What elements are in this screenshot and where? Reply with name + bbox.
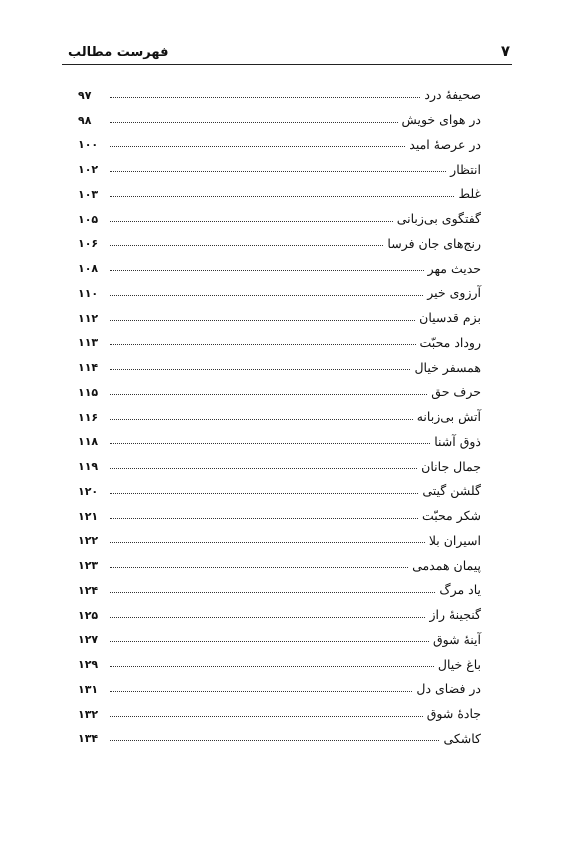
- toc-entry-page-number: ۱۱۵: [78, 385, 99, 399]
- toc-entry-title: غلط: [458, 186, 481, 202]
- toc-entry-title: انتظار: [450, 161, 481, 177]
- dot-leader: [110, 617, 425, 618]
- dot-leader: [110, 567, 408, 568]
- dot-leader: [110, 245, 383, 246]
- toc-entry-page-number: ۹۷: [78, 88, 92, 102]
- toc-entry: [78, 105, 481, 130]
- toc-entry-page-number: ۱۰۲: [78, 163, 99, 176]
- dot-leader: [110, 344, 416, 345]
- toc-entry-page-number: ۱۱۳: [78, 336, 99, 350]
- toc-entry: [78, 600, 481, 625]
- toc-entry: [78, 674, 481, 699]
- toc-entry-page-number: ۱۲۳: [78, 559, 99, 572]
- toc-entry-title: در فضای دل: [416, 681, 481, 697]
- toc-entry-page-number: ۱۱۹: [78, 460, 99, 473]
- toc-entry-page-number: ۱۰۰: [78, 138, 99, 152]
- toc-entry-page-number: ۱۲۷: [78, 633, 99, 647]
- toc-entry-page-number: ۱۲۰: [78, 484, 99, 498]
- dot-leader: [110, 691, 412, 692]
- dot-leader: [110, 196, 454, 197]
- dot-leader: [110, 320, 415, 321]
- toc-entry: [78, 204, 481, 229]
- dot-leader: [110, 592, 435, 593]
- toc-entry-title: اسیران بلا: [428, 532, 481, 548]
- dot-leader: [110, 666, 434, 667]
- toc-entry-title: در هوای خویش: [401, 112, 481, 127]
- toc-entry-title: گلشن گیتی: [422, 483, 481, 499]
- toc-entry-page-number: ۱۱۲: [78, 311, 99, 325]
- toc-entry-title: جمال جانان: [421, 458, 481, 474]
- toc-entry-title: ذوق آشنا: [434, 433, 481, 449]
- toc-entry: [78, 501, 481, 526]
- toc-entry-page-number: ۱۰۶: [78, 237, 99, 251]
- toc-entry-title: حدیث مهر: [427, 260, 481, 276]
- dot-leader: [110, 369, 410, 370]
- dot-leader: [110, 270, 424, 271]
- toc-entry: [78, 526, 481, 551]
- toc-entry-title: یاد مرگ: [439, 582, 481, 598]
- dot-leader: [110, 146, 405, 147]
- dot-leader: [110, 295, 423, 296]
- toc-entry: [78, 377, 481, 402]
- toc-entry: [78, 625, 481, 650]
- running-header: [62, 38, 512, 65]
- toc-entry: [78, 303, 481, 328]
- toc-entry: [78, 427, 481, 452]
- toc-entry-page-number: ۱۲۹: [78, 658, 99, 671]
- header-page-number: ۷: [500, 42, 510, 60]
- toc-entry-page-number: ۱۰۸: [78, 262, 99, 275]
- toc-entry-page-number: ۱۲۴: [78, 583, 99, 597]
- toc-entry-title: همسفر خیال: [414, 359, 481, 375]
- toc-entry: [78, 649, 481, 674]
- toc-entry: [78, 253, 481, 278]
- toc-entry: [78, 352, 481, 377]
- dot-leader: [110, 394, 427, 395]
- toc-entry-title: آینهٔ شوق: [432, 631, 481, 647]
- dot-leader: [110, 468, 417, 469]
- dot-leader: [110, 221, 393, 222]
- toc-entry-page-number: ۱۳۱: [78, 682, 99, 696]
- toc-entry: [78, 229, 481, 254]
- toc-entry-title: گفتگوی بی‌زبانی: [396, 211, 481, 226]
- toc-entry: [78, 179, 481, 204]
- toc-entry-page-number: ۱۱۶: [78, 410, 99, 424]
- dot-leader: [110, 493, 418, 494]
- dot-leader: [110, 171, 446, 172]
- toc-entry: [78, 328, 481, 353]
- toc-entry-page-number: ۱۲۱: [78, 509, 99, 523]
- toc-entry-title: در عرصهٔ امید: [409, 136, 481, 152]
- toc-entry: [78, 451, 481, 476]
- toc-entry: [78, 724, 481, 749]
- dot-leader: [110, 518, 418, 519]
- toc-entry: [78, 278, 481, 303]
- toc-entry-page-number: ۱۰۵: [78, 212, 99, 226]
- toc-entry-title: شکر محبّت: [421, 508, 481, 523]
- toc-entry: [78, 402, 481, 427]
- toc-entry-title: صحیفهٔ درد: [424, 87, 481, 103]
- toc-entry-title: بزم قدسیان: [419, 310, 481, 325]
- toc-entry-page-number: ۱۱۰: [78, 286, 99, 300]
- dot-leader: [110, 641, 429, 642]
- toc-entry-page-number: ۱۱۸: [78, 435, 99, 449]
- toc-entry: [78, 154, 481, 179]
- toc-entry-page-number: ۱۱۴: [78, 361, 99, 374]
- toc-entry-title: آرزوی خیر: [427, 285, 481, 301]
- toc-entry-title: باغ خیال: [437, 656, 481, 672]
- toc-entry-page-number: ۱۰۳: [78, 187, 99, 201]
- dot-leader: [110, 122, 398, 123]
- toc-entry-title: جادهٔ شوق: [426, 706, 481, 721]
- toc-entry-title: کاشکی: [443, 730, 481, 746]
- toc-entry: [78, 476, 481, 501]
- table-of-contents: [78, 80, 481, 748]
- toc-entry-page-number: ۱۳۴: [78, 732, 99, 746]
- dot-leader: [110, 740, 439, 741]
- toc-entry-page-number: ۱۲۵: [78, 608, 99, 622]
- dot-leader: [110, 419, 413, 420]
- dot-leader: [110, 542, 425, 543]
- header-title: فهرست مطالب: [68, 45, 169, 60]
- dot-leader: [110, 443, 430, 444]
- toc-entry: [78, 575, 481, 600]
- toc-entry-title: حرف حق: [431, 384, 481, 400]
- toc-entry-title: روداد محبّت: [419, 334, 481, 350]
- dot-leader: [110, 716, 423, 717]
- toc-entry-title: پیمان همدمی: [412, 557, 481, 573]
- toc-entry: [78, 699, 481, 724]
- toc-entry-page-number: ۱۲۲: [78, 534, 99, 548]
- toc-entry-page-number: ۱۳۲: [78, 707, 99, 721]
- toc-entry: [78, 130, 481, 155]
- toc-entry: [78, 550, 481, 575]
- toc-entry: [78, 80, 481, 105]
- toc-entry-page-number: ۹۸: [78, 113, 92, 127]
- toc-entry-title: رنج‌های جان فرسا: [387, 235, 481, 251]
- toc-entry-title: گنجینهٔ راز: [429, 607, 481, 622]
- toc-entry-title: آتش بی‌زبانه: [416, 409, 481, 424]
- dot-leader: [110, 97, 420, 98]
